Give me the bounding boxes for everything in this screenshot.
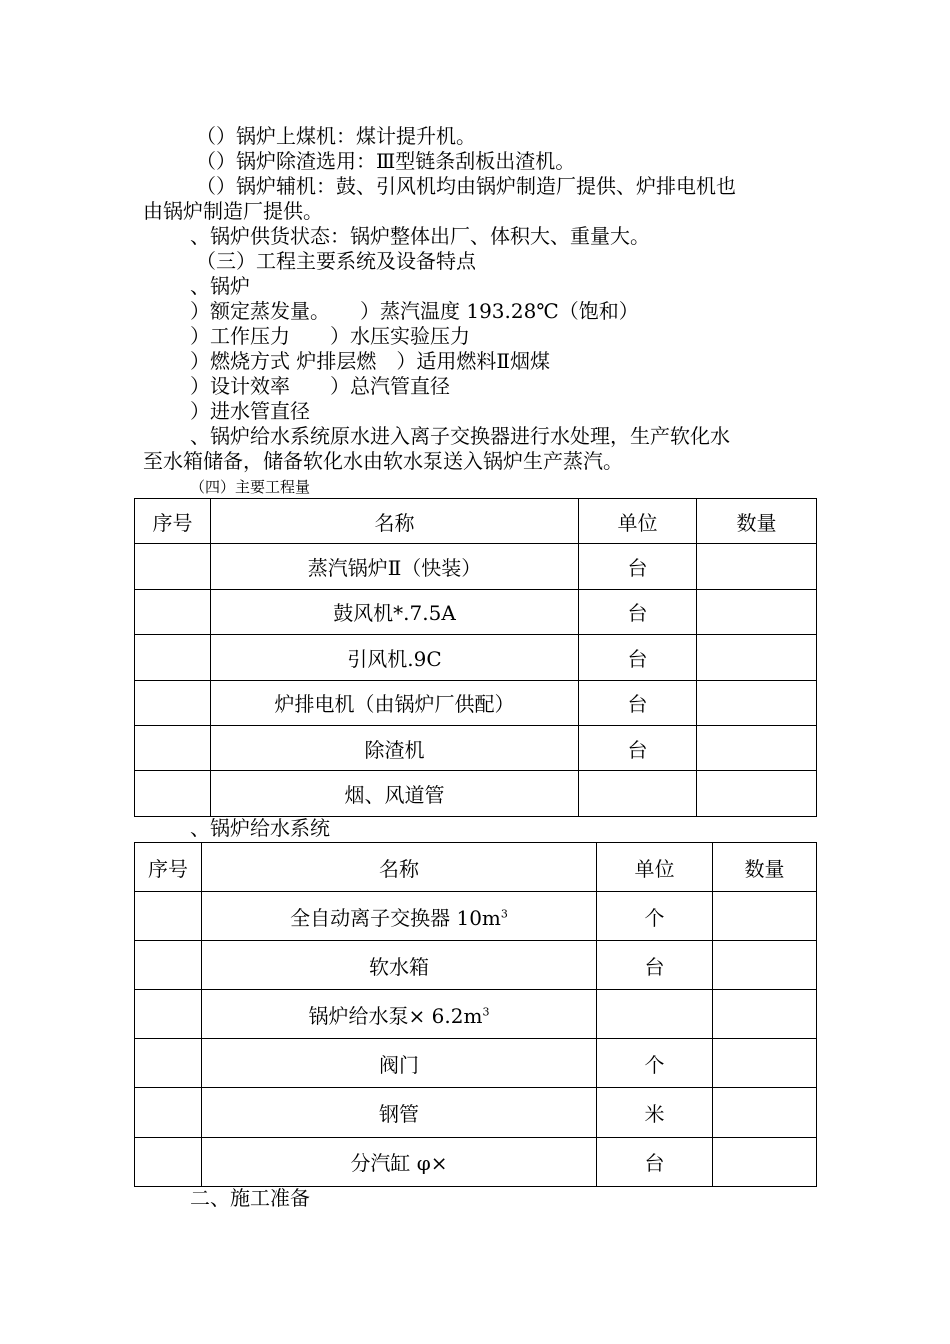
table-cell: 台 (597, 1137, 713, 1186)
section-label-water-system: 、锅炉给水系统 (190, 816, 330, 840)
paragraph-line: 由锅炉制造厂提供。 (143, 199, 323, 223)
table-row (135, 635, 817, 680)
table-header-row (135, 843, 817, 892)
table-cell (697, 725, 817, 770)
paragraph-line: ）设计效率 ）总汽管直径 (190, 374, 450, 398)
paragraph-line: 、锅炉给水系统原水进入离子交换器进行水处理，生产软化水 (190, 424, 730, 448)
table-cell (713, 1088, 817, 1137)
table-cell (713, 1039, 817, 1088)
table-cell (135, 1039, 202, 1088)
paragraph-line: （）锅炉除渣选用：Ⅲ型链条刮板出渣机。 (196, 149, 576, 173)
table-cell (697, 544, 817, 589)
table-row (135, 892, 817, 941)
table-cell (697, 635, 817, 680)
table-cell: 个 (597, 892, 713, 941)
paragraph-line: 、锅炉 (190, 274, 250, 298)
table-header-cell: 名称 (202, 843, 597, 892)
table-header-cell: 名称 (211, 499, 579, 544)
table-cell: 台 (579, 544, 697, 589)
water-system-table (134, 842, 817, 1187)
table-row (135, 990, 817, 1039)
quantities-table (134, 498, 817, 817)
table-cell (135, 1088, 202, 1137)
table-cell (135, 635, 211, 680)
table-row (135, 725, 817, 770)
table-cell (135, 544, 211, 589)
paragraph-line: 至水箱储备，储备软化水由软水泵送入锅炉生产蒸汽。 (143, 449, 623, 473)
section-heading-construction-prep: 二、施工准备 (190, 1186, 310, 1210)
table-cell: 软水箱 (202, 941, 597, 990)
table-cell: 蒸汽锅炉Ⅱ（快装） (211, 544, 579, 589)
table-cell (713, 941, 817, 990)
table-cell (135, 725, 211, 770)
table-cell (713, 1137, 817, 1186)
table-cell (697, 589, 817, 634)
table-cell: 引风机.9C (211, 635, 579, 680)
table-cell: 台 (579, 635, 697, 680)
table-cell (135, 680, 211, 725)
table-header-cell: 序号 (135, 843, 202, 892)
table-cell: 炉排电机（由锅炉厂供配） (211, 680, 579, 725)
table-row (135, 1088, 817, 1137)
table-cell (135, 990, 202, 1039)
table-row (135, 771, 817, 816)
table-cell: 阀门 (202, 1039, 597, 1088)
table-cell: 钢管 (202, 1088, 597, 1137)
table-header-cell: 数量 (713, 843, 817, 892)
table-row (135, 1137, 817, 1186)
table-header-cell: 序号 (135, 499, 211, 544)
table-row (135, 1039, 817, 1088)
table-cell (697, 771, 817, 816)
table-cell (697, 680, 817, 725)
table-cell (135, 1137, 202, 1186)
table-cell (597, 990, 713, 1039)
table-cell (135, 771, 211, 816)
table-row (135, 680, 817, 725)
paragraph-line: ）工作压力 ）水压实验压力 (190, 324, 470, 348)
paragraph-line: 、锅炉供货状态：锅炉整体出厂、体积大、重量大。 (190, 224, 650, 248)
paragraph-line: ）额定蒸发量。 ）蒸汽温度 193.28℃（饱和） (190, 299, 639, 323)
table-row (135, 544, 817, 589)
table-cell: 台 (579, 725, 697, 770)
table-cell: 台 (579, 589, 697, 634)
superscript: 3 (500, 906, 508, 920)
cell-text: 全自动离子交换器 10m (290, 905, 501, 930)
table-cell: 烟、风道管 (211, 771, 579, 816)
superscript: 3 (482, 1005, 490, 1019)
section-label-quantities: （四）主要工程量 (190, 478, 311, 496)
table-cell (135, 892, 202, 941)
table-cell (135, 941, 202, 990)
table-header-cell: 单位 (579, 499, 697, 544)
paragraph-line: ）燃烧方式 炉排层燃 ）适用燃料Ⅱ烟煤 (190, 349, 550, 373)
paragraph-line: （）锅炉上煤机：煤计提升机。 (196, 124, 476, 148)
paragraph-line: （）锅炉辅机：鼓、引风机均由锅炉制造厂提供、炉排电机也 (196, 174, 736, 198)
table-cell (202, 990, 597, 1039)
table-header-cell: 数量 (697, 499, 817, 544)
table-header-cell: 单位 (597, 843, 713, 892)
table-cell: 台 (597, 941, 713, 990)
table-cell: 个 (597, 1039, 713, 1088)
section-heading: （三）工程主要系统及设备特点 (196, 249, 476, 273)
cell-text: 锅炉给水泵× 6.2m (308, 1003, 483, 1028)
table-cell: 鼓风机*.7.5A (211, 589, 579, 634)
table-header-row (135, 499, 817, 544)
table-cell: 除渣机 (211, 725, 579, 770)
table-cell (202, 892, 597, 941)
table-cell: 分汽缸 φ× (202, 1137, 597, 1186)
table-cell (713, 990, 817, 1039)
table-cell (579, 771, 697, 816)
table-cell: 米 (597, 1088, 713, 1137)
table-row (135, 589, 817, 634)
table-cell: 台 (579, 680, 697, 725)
paragraph-line: ）进水管直径 (190, 399, 310, 423)
table-row (135, 941, 817, 990)
table-cell (713, 892, 817, 941)
table-cell (135, 589, 211, 634)
